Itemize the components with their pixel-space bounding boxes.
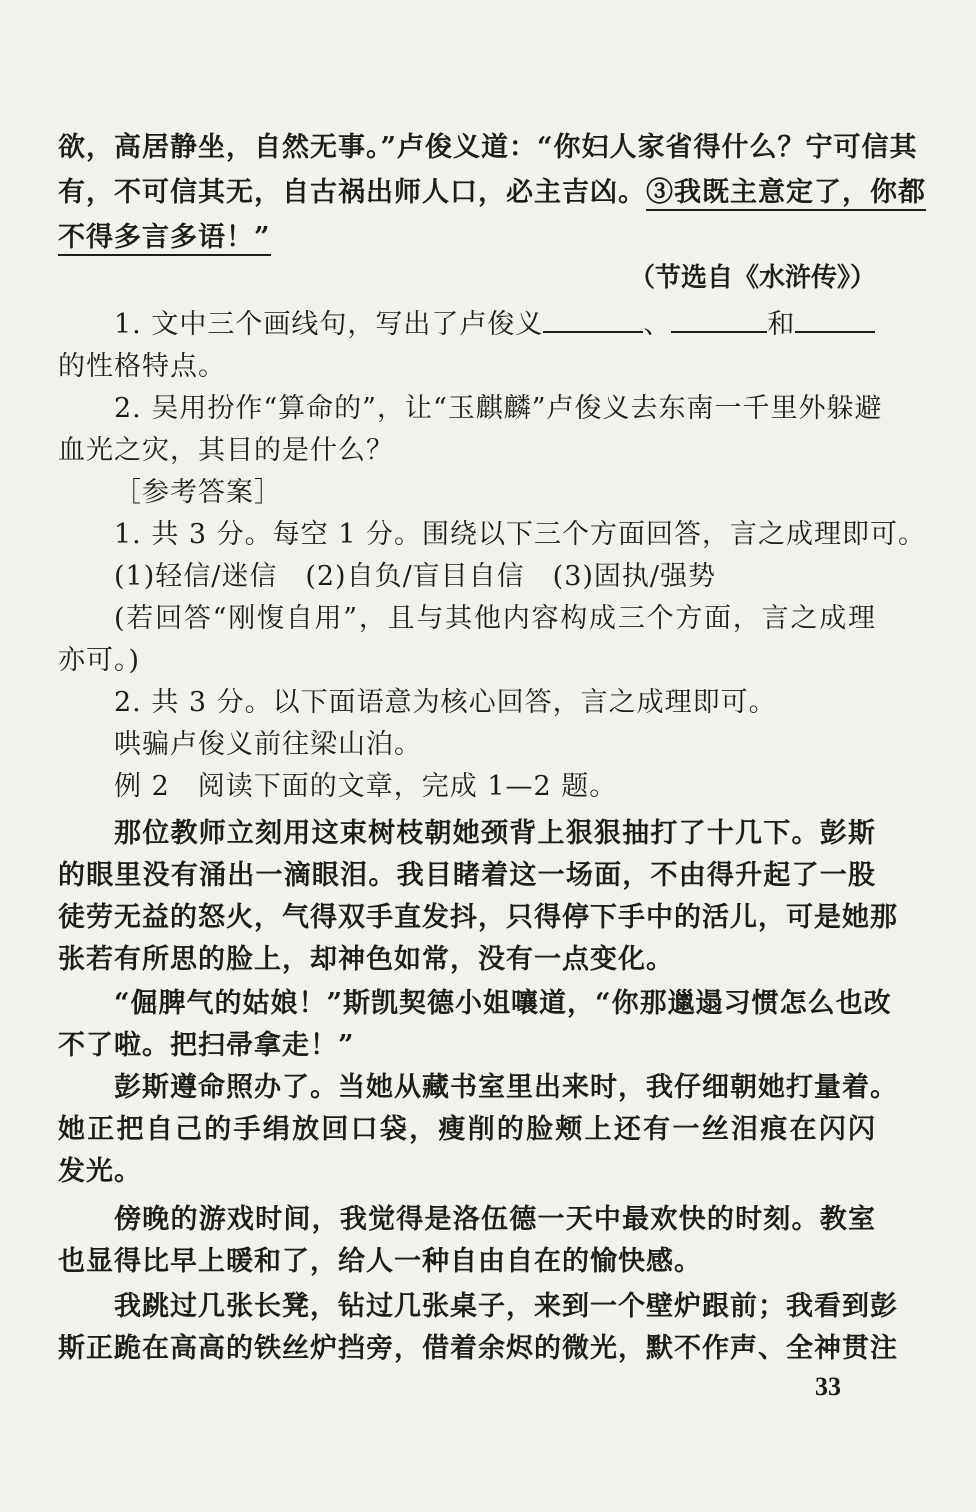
passage-line: 发光。 <box>58 1156 142 1187</box>
text-line <box>58 218 876 258</box>
answer-blank <box>671 305 767 333</box>
text-line <box>58 173 926 213</box>
question-text: 和 <box>767 309 796 340</box>
text-line: (若回答“刚愎自用”，且与其他内容构成三个方面，言之成理 <box>114 603 876 634</box>
passage-line: 的眼里没有涌出一滴眼泪。我目睹着这一场面，不由得升起了一股 <box>58 860 876 891</box>
passage-line: “倔脾气的姑娘！”斯凯契德小姐嚷道，“你那邋遢习惯怎么也改 <box>114 988 892 1019</box>
answer-1: 1. 共 3 分。每空 1 分。围绕以下三个方面回答，言之成理即可。 <box>114 519 927 550</box>
question-1 <box>114 305 876 345</box>
passage-line: 彭斯遵命照办了。当她从藏书室里出来时，我仔细朝她打量着。 <box>114 1072 898 1103</box>
passage-line: 那位教师立刻用这束树枝朝她颈背上狠狠抽打了十几下。彭斯 <box>114 818 876 849</box>
passage-line: 傍晚的游戏时间，我觉得是洛伍德一天中最欢快的时刻。教室 <box>114 1204 876 1235</box>
passage-line: 张若有所思的脸上，却神色如常，没有一点变化。 <box>58 944 674 975</box>
answer-2: 2. 共 3 分。以下面语意为核心回答，言之成理即可。 <box>114 687 777 718</box>
text-line: 血光之灾，其目的是什么？ <box>58 435 394 466</box>
passage-line: 她正把自己的手绢放回口袋，瘦削的脸颊上还有一丝泪痕在闪闪 <box>58 1114 876 1145</box>
example-heading: 例 2 阅读下面的文章，完成 1—2 题。 <box>114 771 618 802</box>
passage-line: 也显得比早上暖和了，给人一种自由自在的愉快感。 <box>58 1246 702 1277</box>
passage-line: 不了啦。把扫帚拿走！” <box>58 1030 355 1061</box>
text-line: 哄骗卢俊义前往梁山泊。 <box>114 729 422 760</box>
underlined-sentence: 不得多言多语！” <box>58 222 271 256</box>
text-line: 欲，高居静坐，自然无事。”卢俊义道：“你妇人家省得什么？宁可信其 <box>58 132 918 163</box>
text-line: (1)轻信/迷信 (2)自负/盲目自信 (3)固执/强势 <box>114 561 717 592</box>
text-line: 亦可。) <box>58 645 141 676</box>
passage-line: 徒劳无益的怒火，气得双手直发抖，只得停下手中的活儿，可是她那 <box>58 902 898 933</box>
answer-blank <box>795 305 875 333</box>
answer-blank <box>543 305 643 333</box>
text-span: 有，不可信其无，自古祸出师人口，必主吉凶。 <box>58 177 646 208</box>
source-citation: （节选自《水浒传》） <box>628 263 876 293</box>
passage-line: 斯正跪在高高的铁丝炉挡旁，借着余烬的微光，默不作声、全神贯注 <box>58 1333 898 1364</box>
page-number: 33 <box>815 1372 841 1401</box>
answer-header: ［参考答案］ <box>114 477 282 508</box>
passage-line: 我跳过几张长凳，钻过几张桌子，来到一个壁炉跟前；我看到彭 <box>114 1291 898 1322</box>
underlined-sentence: ③我既主意定了，你都 <box>646 177 926 211</box>
question-text: 1. 文中三个画线句，写出了卢俊义 <box>114 309 544 340</box>
question-text: 、 <box>643 309 672 340</box>
text-line: 的性格特点。 <box>58 351 226 382</box>
question-2: 2. 吴用扮作“算命的”，让“玉麒麟”卢俊义去东南一千里外躲避 <box>114 393 883 424</box>
